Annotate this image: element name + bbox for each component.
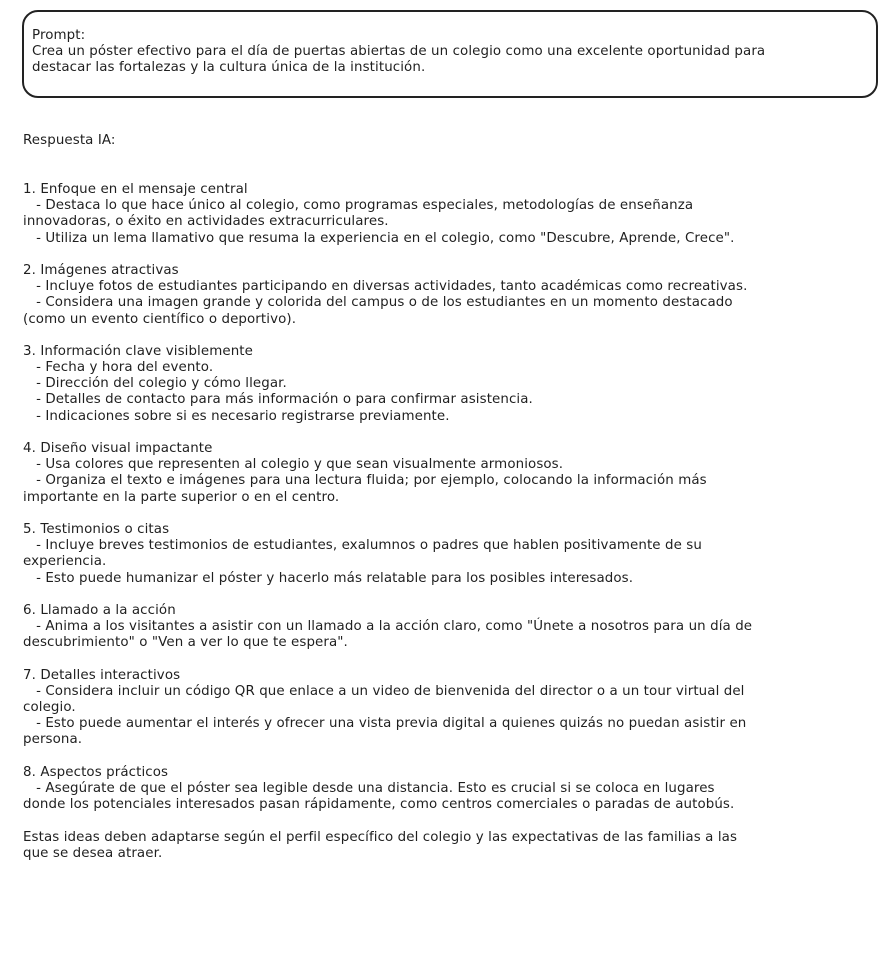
response-line: 8. Aspectos prácticos (23, 764, 169, 780)
response-label: Respuesta IA: (23, 133, 116, 149)
response-line: que se desea atraer. (23, 845, 163, 861)
response-line: descubrimiento" o "Ven a ver lo que te espera". (23, 635, 348, 651)
blank-line (23, 749, 883, 765)
response-line: - Indicaciones sobre si es necesario registrarse previamente. (23, 408, 450, 424)
response-line: 6. Llamado a la acción (23, 602, 176, 618)
response-line: - Usa colores que representen al colegio y que sean visualmente armoniosos. (23, 457, 564, 473)
response-line: - Incluye fotos de estudiantes participando en diversas actividades, tanto académicas como recreativas. (23, 279, 748, 295)
response-line: 7. Detalles interactivos (23, 667, 181, 683)
response-line: persona. (23, 732, 83, 748)
response-line: - Utiliza un lema llamativo que resuma la experiencia en el colegio, como "Descubre, Aprende, Crece". (23, 230, 735, 246)
blank-line (23, 587, 883, 603)
response-line: 4. Diseño visual impactante (23, 441, 213, 456)
blank-line (23, 328, 883, 344)
response-line: 2. Imágenes atractivas (23, 262, 179, 278)
prompt-box (22, 10, 878, 98)
response-line: (como un evento científico o deportivo). (23, 311, 297, 327)
response-line: - Asegúrate de que el póster sea legible desde una distancia. Esto es crucial si se coloca en lugares (23, 780, 715, 796)
response-line: donde los potenciales interesados pasan rápidamente, como centros comerciales o paradas de autobús. (23, 797, 735, 813)
response-line: - Destaca lo que hace único al colegio, como programas especiales, metodologías de enseñanza (23, 198, 694, 214)
response-line: importante en la parte superior o en el centro. (23, 489, 340, 505)
response-line: - Detalles de contacto para más información o para confirmar asistencia. (23, 392, 533, 408)
blank-line (23, 247, 883, 263)
response-line: Estas ideas deben adaptarse según el perfil específico del colegio y las expectativas de las familias a las (23, 829, 738, 845)
response-section (23, 101, 883, 894)
response-line: - Organiza el texto e imágenes para una lectura fluida; por ejemplo, colocando la información más (23, 473, 707, 489)
response-line: 1. Enfoque en el mensaje central (23, 182, 248, 197)
response-line: 5. Testimonios o citas (23, 521, 170, 537)
response-line: - Esto puede humanizar el póster y hacerlo más relatable para los posibles interesados. (23, 570, 634, 586)
response-line: - Fecha y hora del evento. (23, 360, 214, 376)
response-body (23, 182, 883, 862)
response-line: 3. Información clave visiblemente (23, 343, 253, 359)
response-line: experiencia. (23, 554, 107, 570)
response-line: - Anima a los visitantes a asistir con un llamado a la acción claro, como "Únete a nosotros para un día de (23, 619, 753, 635)
blank-line (23, 506, 883, 522)
blank-line (23, 651, 883, 667)
blank-line (23, 813, 883, 829)
response-line: - Incluye breves testimonios de estudiantes, exalumnos o padres que hablen positivamente de su (23, 538, 702, 554)
response-line: - Esto puede aumentar el interés y ofrecer una vista previa digital a quienes quizás no puedan asistir en (23, 716, 747, 732)
response-line: - Dirección del colegio y cómo llegar. (23, 376, 287, 392)
response-line: - Considera una imagen grande y colorida del campus o de los estudiantes en un momento destacado (23, 295, 733, 311)
prompt-line: destacar las fortalezas y la cultura única de la institución. (32, 60, 426, 76)
prompt-label: Prompt: (32, 28, 86, 43)
blank-line (23, 425, 883, 441)
response-line: innovadoras, o éxito en actividades extracurriculares. (23, 214, 389, 230)
response-line: colegio. (23, 700, 76, 715)
response-line: - Considera incluir un código QR que enlace a un video de bienvenida del director o a un tour virtual del (23, 683, 745, 699)
prompt-line: Crea un póster efectivo para el día de puertas abiertas de un colegio como una excelente oportunidad para (32, 44, 766, 60)
